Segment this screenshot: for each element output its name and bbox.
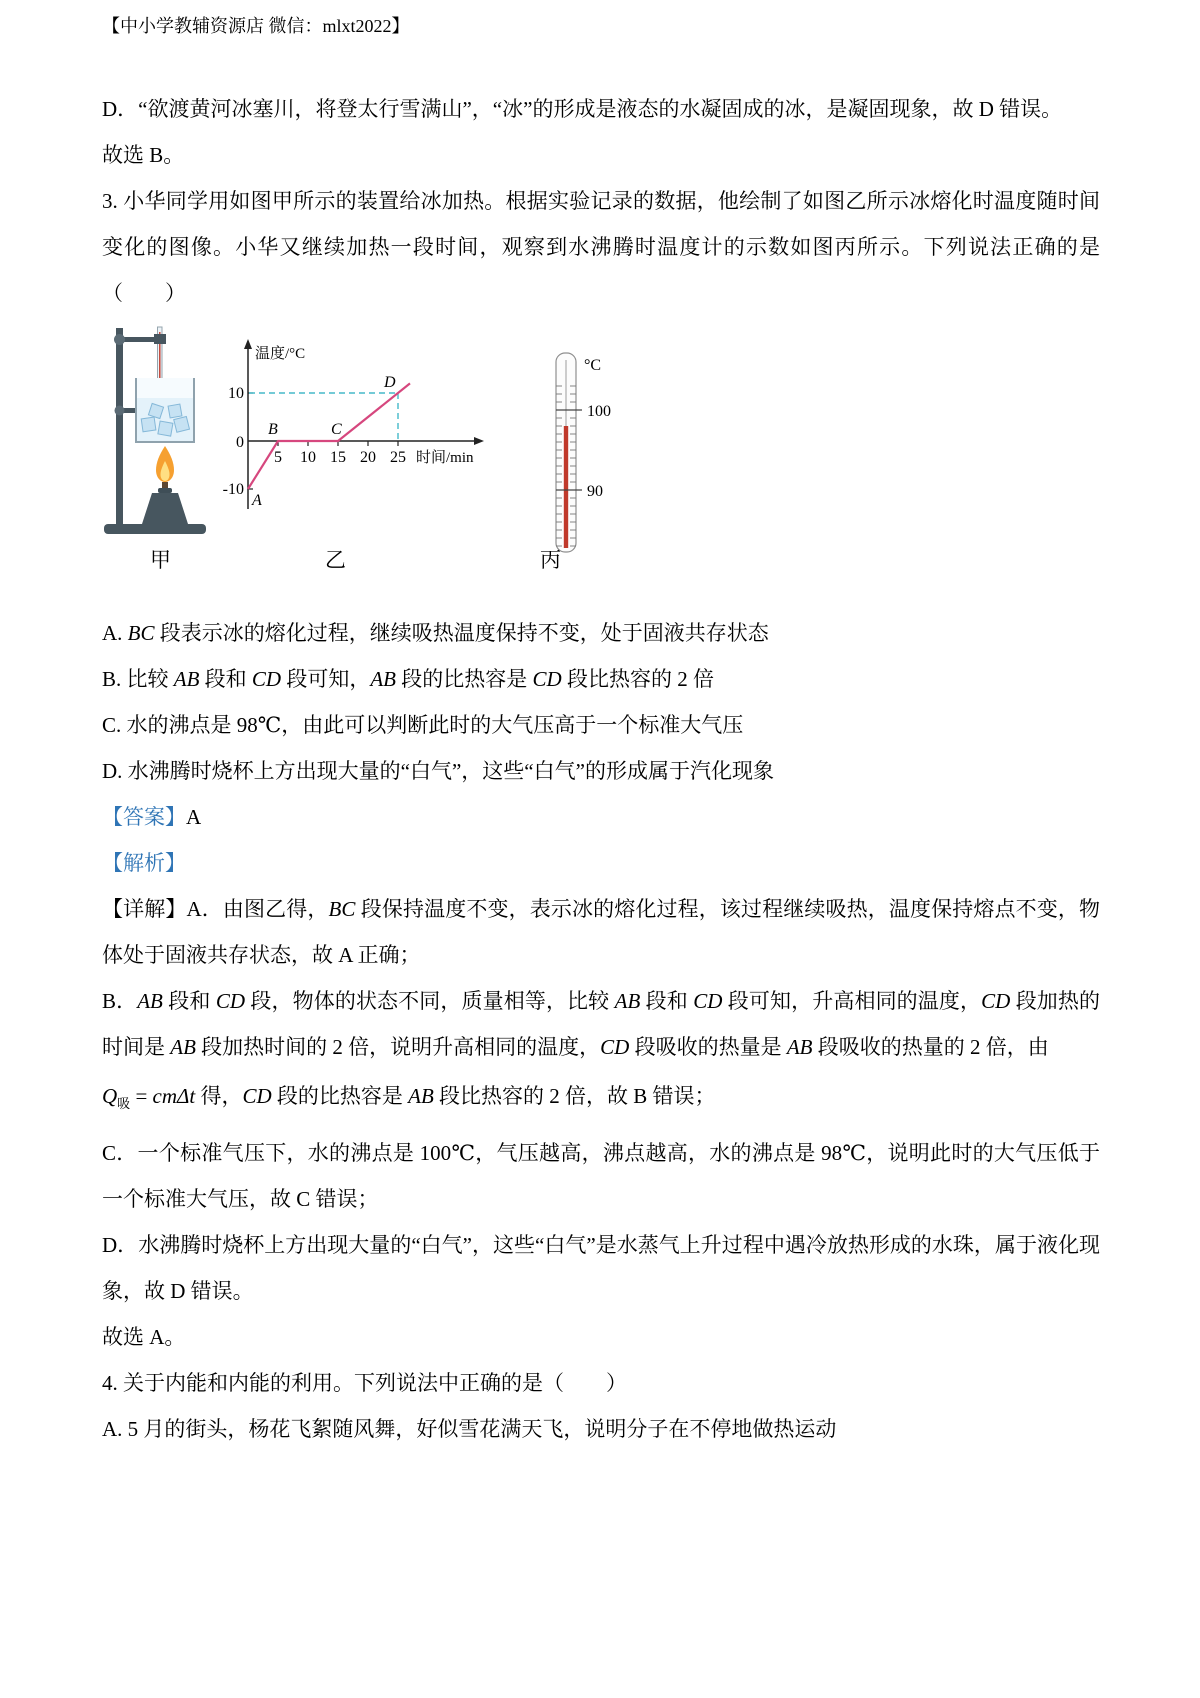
answer-value: A [186,805,202,829]
thermometer-tick-90: 90 [587,483,603,500]
analysis-line [102,840,1100,886]
clamp-knob-top [114,334,125,345]
thermometer-tick-100: 100 [587,403,611,420]
point-b-label: B [268,421,278,438]
apparatus-diagram [102,322,214,537]
detail-conclusion: 故选 A。 [102,1325,186,1350]
detail-d: D．水沸腾时烧杯上方出现大量的“白气”，这些“白气”是水蒸气上升过程中遇冷放热形成的水珠，属于液化现象，故 D 错误。 [102,1233,1100,1304]
page-header: 【中小学教辅资源店 微信：mlxt2022】 [102,16,410,36]
detail-b: B．AB 段和 CD 段，物体的状态不同，质量相等，比较 AB 段和 CD 段可知，升高相同的温度，CD 段加热的时间是 AB 段加热时间的 2 倍，说明升高相同的温度，CD 段吸收的热量是 AB 段吸收的热量的 2 倍，由 [102,989,1101,1059]
answer-label: 【答案】 [102,805,186,829]
thermometer-unit-label: °C [584,357,602,374]
lamp-cap [158,488,172,493]
question3-option-b: B. 比较 AB 段和 CD 段可知，AB 段的比热容是 CD 段比热容的 2 倍 [102,667,714,691]
lamp-wick [162,482,168,488]
analysis-label: 【解析】 [102,851,186,875]
thermometer-diagram [520,350,635,555]
x-axis-arrow [474,437,484,445]
answer-line [102,794,1100,840]
point-c-label: C [331,421,342,438]
stand-base [104,524,206,534]
question4-option-a: A. 5 月的街头，杨花飞絮随风舞，好似雪花满天飞，说明分子在不停地做热运动 [102,1417,837,1442]
temperature-time-graph [218,334,508,534]
alcohol-lamp-body [142,493,188,524]
stand-middle-arm [123,408,137,413]
question3-stem: 3. 小华同学用如图甲所示的装置给冰加热。根据实验记录的数据，他绘制了如图乙所示冰熔化时温度随时间变化的图像。小华又继续加热一段时间，观察到水沸腾时温度计的示数如图丙所示。下列说法正确的是（ ） [102,189,1100,305]
question4-stem: 4. 关于内能和内能的利用。下列说法中正确的是（ ） [102,1371,627,1396]
figure-label-jia: 甲 [150,548,171,572]
ytick-neg10: -10 [222,481,244,498]
prev-option-d-analysis: D．“欲渡黄河冰塞川，将登太行雪满山”，“冰”的形成是液态的水凝固成的冰，是凝固现象，故 D 错误。 [102,97,1063,121]
detail-b-formula: $Q_吸 = cm\Delta t$ 得，CD 段的比热容是 AB 段比热容的 2 倍，故 B 错误； [102,1084,716,1112]
x-axis-label: 时间/min [416,450,474,466]
y-axis-label: 温度/°C [255,346,306,362]
y-axis-arrow [244,339,252,349]
xtick-5: 5 [274,449,282,466]
detail-c: C．一个标准气压下，水的沸点是 100℃，气压越高，沸点越高，水的沸点是 98℃，说明此时的大气压低于一个标准大气压，故 C 错误； [102,1141,1100,1212]
question3-option-c: C. 水的沸点是 98℃，由此可以判断此时的大气压高于一个标准大气压 [102,713,744,737]
xtick-10: 10 [300,449,316,466]
point-d-label: D [384,374,396,391]
question3-option-a: A. BC 段表示冰的熔化过程，继续吸热温度保持不变，处于固液共存状态 [102,621,769,645]
figure-label-yi: 乙 [325,548,346,572]
stand-rod [116,328,123,526]
xtick-15: 15 [330,449,346,466]
clamp-knob-middle [115,406,125,416]
mercury-column [564,426,568,548]
question3-option-d: D. 水沸腾时烧杯上方出现大量的“白气”，这些“白气”的形成属于汽化现象 [102,759,774,783]
ytick-10: 10 [228,385,244,402]
detail-a: 【详解】A．由图乙得，BC 段保持温度不变，表示冰的熔化过程，该过程继续吸热，温度保持熔点不变，物体处于固液共存状态，故 A 正确； [102,897,1101,967]
figure-label-bing: 丙 [540,548,561,572]
ytick-0: 0 [236,434,244,451]
point-a-label: A [252,492,262,509]
xtick-20: 20 [360,449,376,466]
thermometer-clamp [154,334,166,344]
question3-figure [102,322,1100,578]
prev-conclusion: 故选 B。 [102,143,185,167]
xtick-25: 25 [390,449,406,466]
